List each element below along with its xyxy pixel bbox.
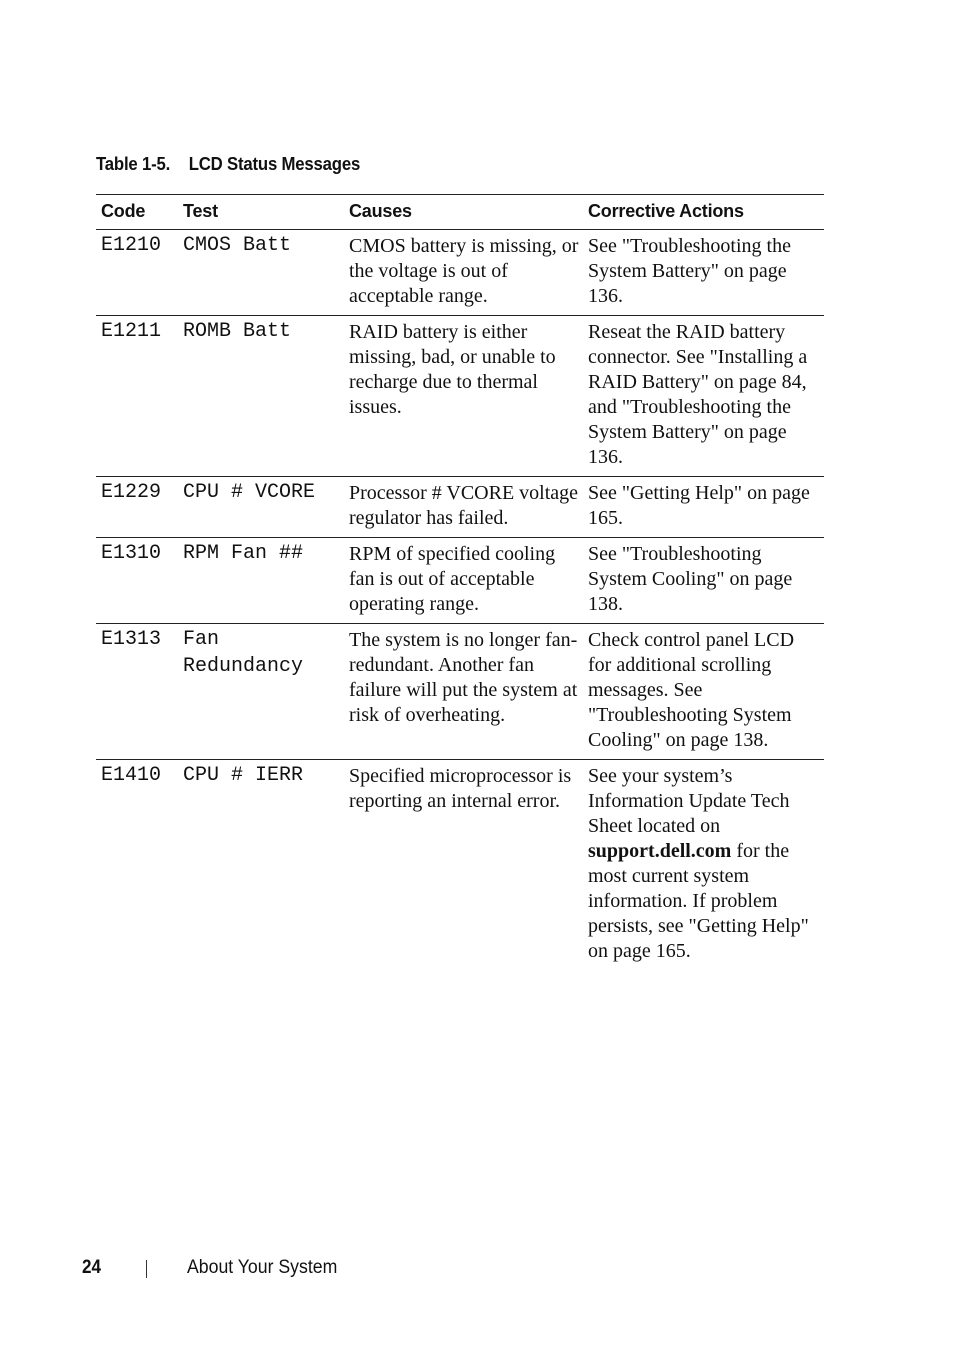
header-code: Code <box>96 195 178 230</box>
cell-actions: See "Troubleshooting System Cooling" on page 138. <box>585 538 824 624</box>
header-causes: Causes <box>345 195 585 230</box>
cell-actions: See "Troubleshooting the System Battery" on page 136. <box>585 230 824 316</box>
cell-causes: CMOS battery is missing, or the voltage is out of acceptable range. <box>345 230 585 316</box>
cell-actions: See "Getting Help" on page 165. <box>585 477 824 538</box>
cell-causes: RPM of specified cooling fan is out of acceptable operating range. <box>345 538 585 624</box>
lcd-status-table <box>96 194 824 970</box>
page-footer <box>82 1257 482 1281</box>
footer-divider <box>146 1260 147 1278</box>
cell-code: E1410 <box>101 764 162 787</box>
table-row <box>96 538 824 624</box>
cell-test: CPU # VCORE <box>178 477 345 538</box>
header-corrective-actions: Corrective Actions <box>585 195 824 230</box>
cell-actions <box>585 760 824 971</box>
cell-code: E1313 <box>96 624 178 760</box>
support-site-link-text: support.dell.com <box>588 840 732 862</box>
cell-causes: Processor # VCORE voltage regulator has failed. <box>345 477 585 538</box>
table-title: LCD Status Messages <box>188 154 361 174</box>
cell-test: CPU # IERR <box>183 764 304 787</box>
cell-code: E1211 <box>96 316 178 477</box>
section-title: About Your System <box>187 1257 338 1278</box>
cell-code: E1229 <box>96 477 178 538</box>
cell-test: CMOS Batt <box>178 230 345 316</box>
table-row <box>96 230 824 316</box>
cell-code: E1310 <box>96 538 178 624</box>
table-caption <box>96 154 360 175</box>
cell-test: Fan Redundancy <box>178 624 345 760</box>
cell-actions: Reseat the RAID battery connector. See "Installing a RAID Battery" on page 84, and "Troubleshooting the System Battery" on page 136. <box>585 316 824 477</box>
page-number: 24 <box>82 1257 102 1278</box>
table-row <box>96 624 824 760</box>
cell-code: E1210 <box>96 230 178 316</box>
cell-causes: RAID battery is either missing, bad, or unable to recharge due to thermal issues. <box>345 316 585 477</box>
table-header-row <box>96 195 824 230</box>
actions-text-post: for the most current system information. If problem persists, see "Getting Help" on page 165. <box>588 840 809 962</box>
table-row <box>96 316 824 477</box>
table-number: Table 1-5. <box>96 154 171 174</box>
actions-text-pre: See your system’s Information Update Tech Sheet located on <box>588 765 790 837</box>
table-row <box>96 477 824 538</box>
cell-test: ROMB Batt <box>178 316 345 477</box>
cell-causes: The system is no longer fan-redundant. Another fan failure will put the system at risk of overheating. <box>345 624 585 760</box>
table-row <box>96 760 824 971</box>
cell-actions: Check control panel LCD for additional scrolling messages. See "Troubleshooting System Cooling" on page 138. <box>585 624 824 760</box>
cell-causes: Specified microprocessor is reporting an internal error. <box>349 765 572 812</box>
cell-test: RPM Fan ## <box>178 538 345 624</box>
header-test: Test <box>178 195 345 230</box>
